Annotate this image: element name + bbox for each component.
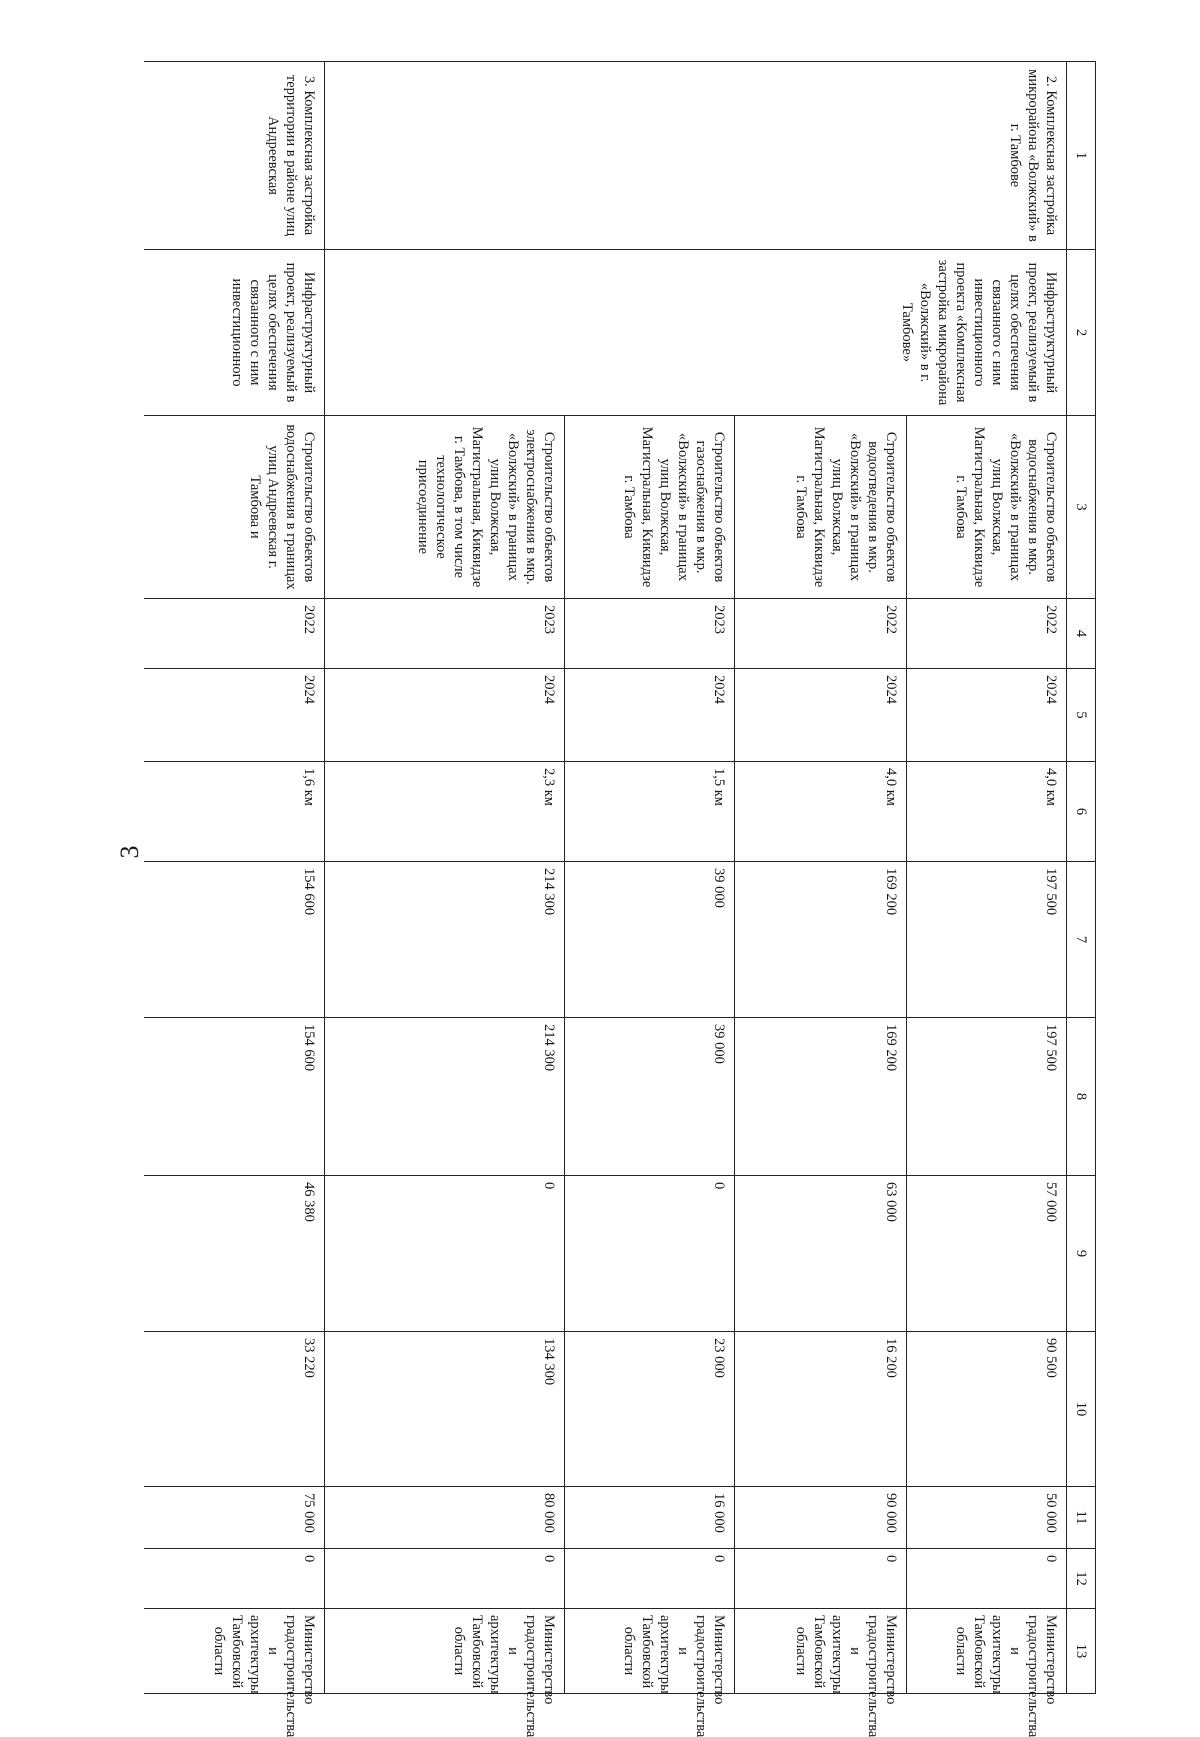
object-cell: Строительство объектов электроснабжения в мкр. «Волжский» в границах улиц Волжская, Магистральная, Киквидзе г. Тамбова, в том числе технологическое присоединение [325, 416, 565, 599]
value-cell: 75 000 [145, 1487, 325, 1549]
value-cell: 90 500 [907, 1332, 1067, 1487]
rotated-table-wrapper [148, 61, 1096, 1737]
header-cell: 5 [1067, 669, 1096, 762]
header-cell: 11 [1067, 1487, 1096, 1549]
header-cell: 7 [1067, 862, 1096, 1018]
value-cell: 16 200 [735, 1332, 907, 1487]
length-cell: 1,5 км [565, 762, 735, 862]
length-cell: 2,3 км [325, 762, 565, 862]
value-cell: 39 000 [565, 1018, 735, 1176]
value-cell: 197 500 [907, 1018, 1067, 1176]
value-cell: 39 000 [565, 862, 735, 1018]
header-cell: 6 [1067, 762, 1096, 862]
header-cell: 1 [1067, 62, 1096, 250]
ministry-cell: Министерство градостроительства и архитектуры Тамбовской области [565, 1609, 735, 1694]
ministry-cell: Министерство градостроительства и архитектуры Тамбовской области [145, 1609, 325, 1694]
header-cell: 3 [1067, 416, 1096, 599]
table-row [907, 62, 1067, 1694]
project-name-cell: 3. Комплексная застройка территории в районе улиц Андреевская [145, 62, 325, 250]
header-cell: 12 [1067, 1549, 1096, 1609]
page-number: 3 [115, 845, 144, 859]
ministry-cell: Министерство градостроительства и архитектуры Тамбовской области [325, 1609, 565, 1694]
project-type-cell: Инфраструктурный проект, реализуемый в целях обеспечения связанного с ним инвестиционного проекта «Комплексная застройка микрорайона «Волжский» в г. Тамбове» [325, 250, 1067, 416]
value-cell: 90 000 [735, 1487, 907, 1549]
value-cell: 57 000 [907, 1176, 1067, 1332]
header-cell: 8 [1067, 1018, 1096, 1176]
object-cell: Строительство объектов газоснабжения в мкр. «Волжский» в границах улиц Волжская, Магистральная, Киквидзе г. Тамбова [565, 416, 735, 599]
value-cell: 0 [565, 1549, 735, 1609]
start-year-cell: 2022 [735, 599, 907, 669]
header-cell: 9 [1067, 1176, 1096, 1332]
header-cell: 4 [1067, 599, 1096, 669]
table-row [145, 62, 325, 1694]
start-year-cell: 2023 [325, 599, 565, 669]
header-cell: 13 [1067, 1609, 1096, 1694]
end-year-cell: 2024 [735, 669, 907, 762]
value-cell: 0 [325, 1176, 565, 1332]
value-cell: 134 300 [325, 1332, 565, 1487]
end-year-cell: 2024 [907, 669, 1067, 762]
end-year-cell: 2024 [565, 669, 735, 762]
object-cell: Строительство объектов водоснабжения в мкр. «Волжский» в границах улиц Волжская, Магистральная, Киквидзе г. Тамбова [907, 416, 1067, 599]
value-cell: 154 600 [145, 862, 325, 1018]
value-cell: 214 300 [325, 862, 565, 1018]
start-year-cell: 2022 [145, 599, 325, 669]
project-type-cell: Инфраструктурный проект, реализуемый в целях обеспечения связанного с ним инвестиционного [145, 250, 325, 416]
value-cell: 154 600 [145, 1018, 325, 1176]
start-year-cell: 2023 [565, 599, 735, 669]
value-cell: 33 220 [145, 1332, 325, 1487]
value-cell: 0 [907, 1549, 1067, 1609]
value-cell: 23 000 [565, 1332, 735, 1487]
value-cell: 80 000 [325, 1487, 565, 1549]
value-cell: 50 000 [907, 1487, 1067, 1549]
length-cell: 1,6 км [145, 762, 325, 862]
length-cell: 4,0 км [735, 762, 907, 862]
ministry-cell: Министерство градостроительства и архитектуры Тамбовской области [735, 1609, 907, 1694]
end-year-cell: 2024 [145, 669, 325, 762]
value-cell: 46 380 [145, 1176, 325, 1332]
start-year-cell: 2022 [907, 599, 1067, 669]
value-cell: 197 500 [907, 862, 1067, 1018]
header-cell: 10 [1067, 1332, 1096, 1487]
value-cell: 0 [565, 1176, 735, 1332]
end-year-cell: 2024 [325, 669, 565, 762]
column-number-row [1067, 62, 1096, 1694]
value-cell: 169 200 [735, 1018, 907, 1176]
length-cell: 4,0 км [907, 762, 1067, 862]
header-cell: 2 [1067, 250, 1096, 416]
value-cell: 214 300 [325, 1018, 565, 1176]
value-cell: 169 200 [735, 862, 907, 1018]
object-cell: Строительство объектов водоснабжения в границах улиц Андреевская г. Тамбова и [145, 416, 325, 599]
ministry-cell: Министерство градостроительства и архитектуры Тамбовской области [907, 1609, 1067, 1694]
investment-projects-table [145, 61, 1097, 1737]
value-cell: 0 [145, 1549, 325, 1609]
value-cell: 63 000 [735, 1176, 907, 1332]
project-name-cell: 2. Комплексная застройка микрорайона «Волжский» в г. Тамбове [325, 62, 1067, 250]
value-cell: 0 [735, 1549, 907, 1609]
object-cell: Строительство объектов водоотведения в мкр. «Волжский» в границах улиц Волжская, Магистральная, Киквидзе г. Тамбова [735, 416, 907, 599]
value-cell: 16 000 [565, 1487, 735, 1549]
value-cell: 0 [325, 1549, 565, 1609]
